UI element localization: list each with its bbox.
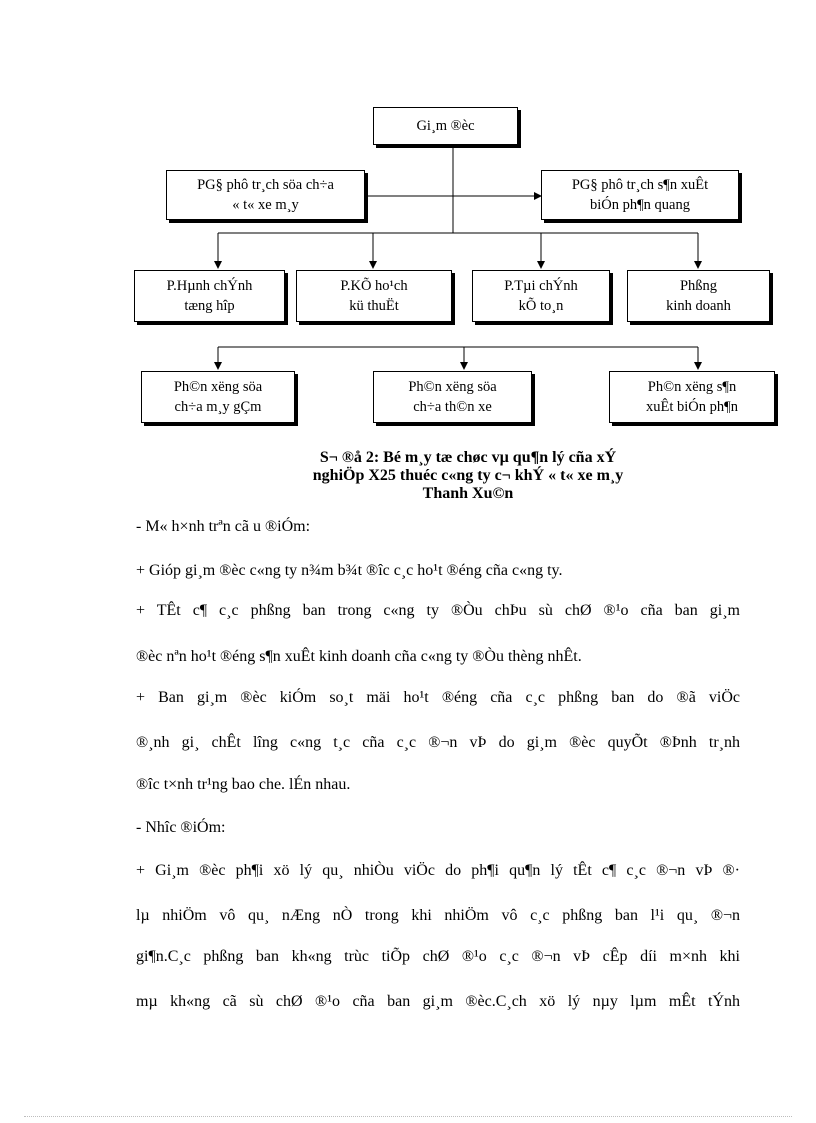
caption-line-2: nghiÖp X25 thuéc c«ng ty c¬ khÝ « t« xe m¸y bbox=[312, 467, 624, 484]
workshop-chassis-line-1: Ph©n xëng söa bbox=[173, 379, 263, 395]
deputy-repair-line-1: PG§ phô tr¸ch söa ch÷a bbox=[197, 177, 334, 193]
paragraph-line: + Gióp gi¸m ®èc c«ng ty n¾m b¾t ®îc c¸c ho¹t ®éng cña c«ng ty. bbox=[136, 562, 563, 579]
workshop-body-box bbox=[373, 371, 532, 423]
deputy-production-line-1: PG§ phô tr¸ch s¶n xuÊt bbox=[571, 177, 709, 193]
department-admin-box bbox=[134, 270, 285, 322]
workshop-reflective-line-1: Ph©n xëng s¶n bbox=[647, 379, 737, 395]
workshop-body-line-1: Ph©n xëng söa bbox=[408, 379, 497, 395]
paragraph-line: ®èc nªn ho¹t ®éng s¶n xuÊt kinh doanh cña c«ng ty ®Òu thèng nhÊt. bbox=[136, 648, 582, 665]
department-admin-line-2: tæng hîp bbox=[184, 298, 235, 314]
page-bottom-rule bbox=[24, 1116, 792, 1117]
department-finance-box bbox=[472, 270, 610, 322]
director-box bbox=[373, 107, 518, 145]
department-finance-line-2: kÕ to¸n bbox=[518, 298, 564, 314]
department-finance-line-1: P.Tµi chÝnh bbox=[504, 278, 578, 294]
deputy-production-box bbox=[541, 170, 739, 220]
caption-line-1: S¬ ®å 2: Bé m¸y tæ chøc vµ qu¶n lý cña xÝ bbox=[319, 449, 617, 466]
paragraph-line: + Ban gi¸m ®èc kiÓm so¸t mäi ho¹t ®éng cña c¸c phßng ban do ®ã viÖc bbox=[136, 689, 740, 706]
paragraph-line: + TÊt c¶ c¸c phßng ban trong c«ng ty ®Òu chÞu sù chØ ®¹o cña ban gi¸m bbox=[136, 602, 740, 619]
paragraph-disadvantages-heading: - Nhîc ®iÓm: bbox=[136, 819, 226, 836]
department-planning-box bbox=[296, 270, 452, 322]
department-planning-line-2: kü thuËt bbox=[349, 298, 399, 314]
paragraph-line: mµ kh«ng cã sù chØ ®¹o cña ban gi¸m ®èc.C¸ch xö lý nµy lµm mÊt tÝnh bbox=[136, 993, 740, 1010]
workshop-reflective-box bbox=[609, 371, 775, 423]
paragraph-line: + Gi¸m ®èc ph¶i xö lý qu¸ nhiÒu viÖc do ph¶i qu¶n lý tÊt c¶ c¸c ®¬n vÞ ®· bbox=[136, 862, 740, 879]
workshop-chassis-box bbox=[141, 371, 295, 423]
deputy-repair-line-2: « t« xe m¸y bbox=[232, 197, 299, 213]
paragraph-line: ®¸nh gi¸ chÊt lîng c«ng t¸c cña c¸c ®¬n vÞ do gi¸m ®èc quyÕt ®Þnh tr¸nh bbox=[136, 734, 740, 751]
department-sales-line-2: kinh doanh bbox=[666, 298, 731, 314]
director-label: Gi¸m ®èc bbox=[416, 118, 475, 134]
workshop-reflective-line-2: xuÊt biÓn ph¶n bbox=[646, 399, 738, 415]
workshop-body-line-2: ch÷a th©n xe bbox=[413, 399, 492, 415]
department-planning-line-1: P.KÕ ho¹ch bbox=[340, 278, 408, 294]
paragraph-line: gi¶n.C¸c phßng ban kh«ng trùc tiÕp chØ ®¹o c¸c ®¬n vÞ cÊp díi m×nh khi bbox=[136, 948, 740, 965]
diagram-caption bbox=[200, 449, 736, 503]
department-admin-line-1: P.Hµnh chÝnh bbox=[166, 278, 253, 294]
paragraph-line: lµ nhiÖm vô qu¸ nÆng nÒ trong khi nhiÖm vô c¸c phßng ban l¹i qu¸ ®¬n bbox=[136, 907, 740, 924]
paragraph-advantages-heading: - M« h×nh trªn cã u ®iÓm: bbox=[136, 518, 311, 535]
deputy-repair-box bbox=[166, 170, 365, 220]
caption-line-3: Thanh Xu©n bbox=[422, 485, 514, 502]
workshop-chassis-line-2: ch÷a m¸y gÇm bbox=[174, 399, 262, 415]
department-sales-box bbox=[627, 270, 770, 322]
paragraph-line: ®îc t×nh tr¹ng bao che. lÉn nhau. bbox=[136, 776, 351, 793]
department-sales-line-1: Phßng bbox=[679, 278, 718, 294]
deputy-production-line-2: biÓn ph¶n quang bbox=[589, 197, 690, 213]
